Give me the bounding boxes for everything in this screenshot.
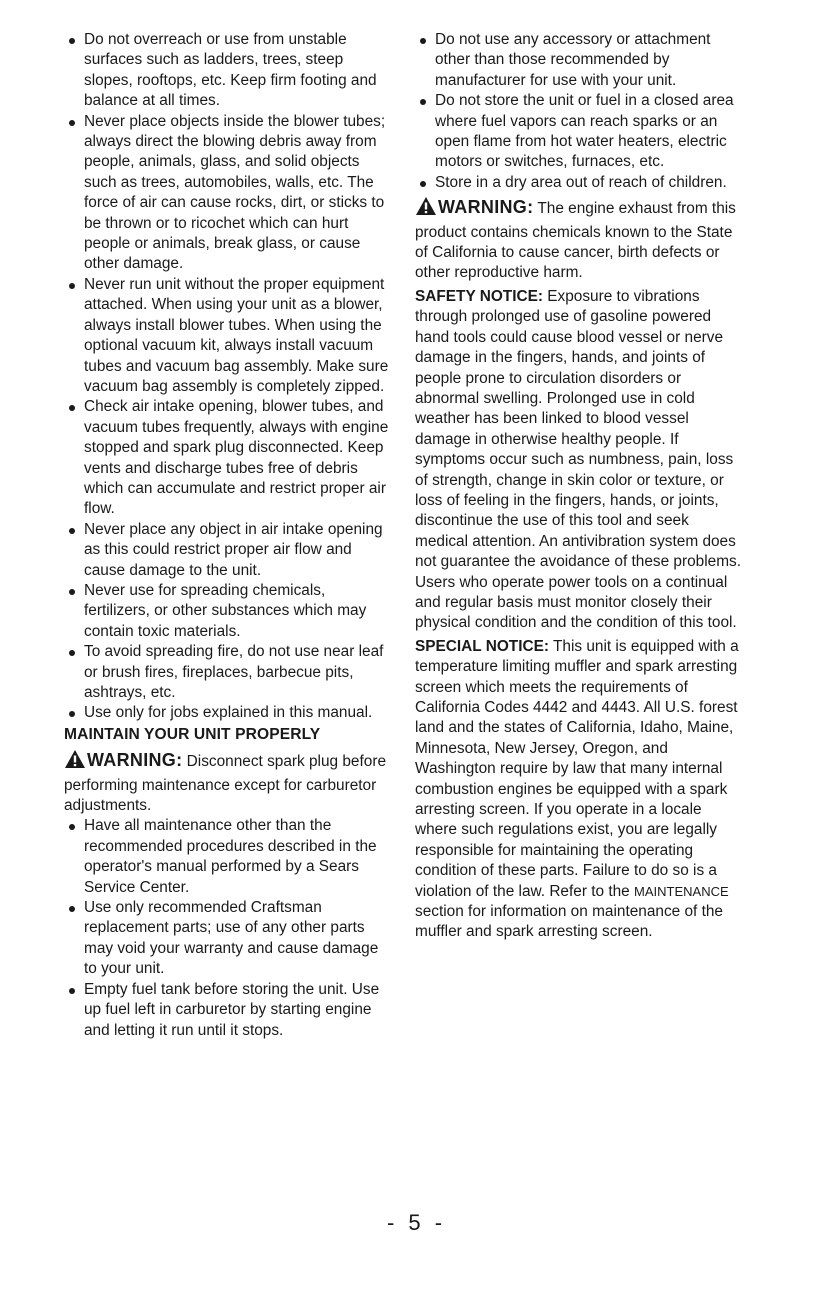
list-item: Use only for jobs explained in this manual.	[64, 703, 394, 723]
list-item: Check air intake opening, blower tubes, and vacuum tubes frequently, always with engine stopped and spark plug disconnected. Keep vents and discharge tubes free of debris which can accumulate and restrict proper air flow.	[64, 397, 394, 519]
list-item: Never use for spreading chemicals, fertilizers, or other substances which may contain toxic materials.	[64, 581, 394, 642]
warning-label: WARNING:	[87, 750, 183, 771]
list-item: Do not overreach or use from unstable surfaces such as ladders, trees, steep slopes, rooftops, etc. Keep firm footing and balance at all times.	[64, 30, 394, 112]
list-item: Never place objects inside the blower tubes; always direct the blowing debris away from people, animals, glass, and solid objects such as trees, automobiles, walls, etc. The force of air can cause rocks, dirt, or sticks to be thrown or to ricochet which can hurt people or animals, break glass, or cause other damage.	[64, 112, 394, 275]
left-column	[64, 30, 394, 1041]
maintenance-bullets-list	[64, 816, 394, 1040]
warning-triangle-icon	[64, 749, 86, 775]
storage-bullets-list	[415, 30, 745, 193]
safety-notice-text: Exposure to vibrations through prolonged use of gasoline powered hand tools could cause blood vessel or nerve damage in the fingers, hands, and joints of people prone to circulation disorders or abnormal swelling. Prolonged use in cold weather has been linked to blood vessel damage in otherwise healthy people. If symptoms occur such as numbness, pain, loss of strength, change in skin color or texture, or loss of feeling in the fingers, hands, or joints, discontinue the use of this tool and seek medical attention. An antivibration system does not guarantee the avoidance of these problems. Users who operate power tools on a continual and regular basis must monitor closely their physical condition and the condition of this tool.	[415, 287, 741, 632]
warning-text: The engine exhaust from this product contains chemicals known to the State of California to cause cancer, birth defects or other reproductive harm.	[415, 200, 736, 282]
warning-text: Disconnect spark plug before performing maintenance except for carburetor adjustments.	[64, 753, 387, 815]
maintenance-warning	[64, 749, 394, 816]
list-item: Do not use any accessory or attachment other than those recommended by manufacturer for use with your unit.	[415, 30, 745, 91]
list-item: Store in a dry area out of reach of children.	[415, 173, 745, 193]
special-notice-text-end: section for information on maintenance of the muffler and spark arresting screen.	[415, 903, 723, 941]
warning-label: WARNING:	[438, 197, 534, 218]
section-heading: MAINTAIN YOUR UNIT PROPERLY	[64, 725, 321, 743]
special-notice	[415, 637, 745, 943]
list-item: Empty fuel tank before storing the unit. Use up fuel left in carburetor by starting engine and letting it run until it stops.	[64, 980, 394, 1041]
special-notice-text: This unit is equipped with a temperature limiting muffler and spark arresting screen which meets the requirements of California Codes 4442 and 4443. All U.S. forest land and the states of California, Idaho, Maine, Minnesota, New Jersey, Oregon, and Washington require by law that many internal combustion engines be equipped with a spark arresting screen. If you operate in a locale where such regulations exist, you are legally responsible for maintaining the operating condition of these parts. Failure to do so is a violation of the law. Refer to the	[415, 637, 739, 900]
list-item: Never run unit without the proper equipment attached. When using your unit as a blower, always install blower tubes. When using the optional vacuum kit, always install vacuum tubes and vacuum bag assembly. Make sure vacuum bag assembly is completely zipped.	[64, 275, 394, 397]
list-item: Never place any object in air intake opening as this could restrict proper air flow and cause damage to the unit.	[64, 520, 394, 581]
page-number: - 5 -	[386, 1210, 447, 1235]
safety-notice	[415, 287, 745, 634]
list-item: Have all maintenance other than the recommended procedures described in the operator's manual performed by a Sears Service Center.	[64, 816, 394, 898]
list-item: Use only recommended Craftsman replacement parts; use of any other parts may void your warranty and cause damage to your unit.	[64, 898, 394, 980]
warning-triangle-icon	[415, 196, 437, 222]
safety-bullets-list	[64, 30, 394, 724]
maintenance-section-ref: MAINTENANCE	[634, 883, 729, 899]
list-item: Do not store the unit or fuel in a closed area where fuel vapors can reach sparks or an open flame from hot water heaters, electric motors or switches, furnaces, etc.	[415, 91, 745, 173]
list-item: To avoid spreading fire, do not use near leaf or brush fires, fireplaces, barbecue pits, ashtrays, etc.	[64, 642, 394, 703]
safety-notice-label: SAFETY NOTICE:	[415, 287, 543, 305]
special-notice-label: SPECIAL NOTICE:	[415, 637, 549, 655]
exhaust-warning	[415, 196, 745, 284]
right-column	[415, 30, 745, 943]
